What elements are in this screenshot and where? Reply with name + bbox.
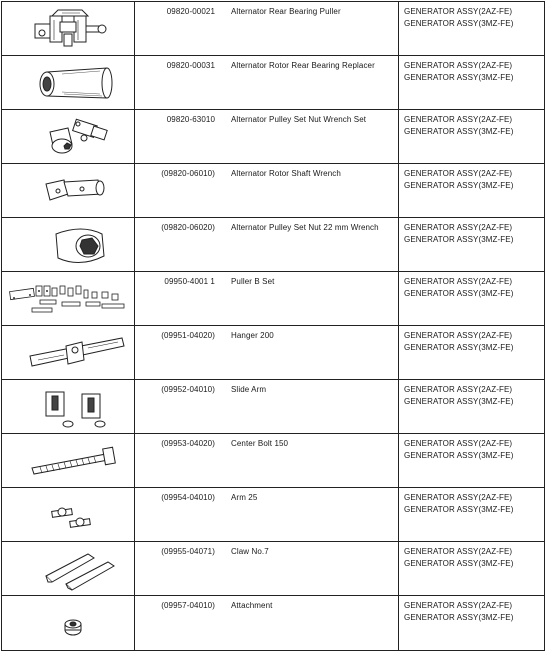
tool-name: Attachment <box>231 601 273 610</box>
part-number: (09820-06020) <box>161 223 215 232</box>
tool-name: Arm 25 <box>231 493 258 502</box>
table-row <box>2 110 544 164</box>
tool-name: Claw No.7 <box>231 547 269 556</box>
part-number: 09820-63010 <box>166 115 215 124</box>
application-list <box>404 438 513 462</box>
application-list <box>404 60 513 84</box>
part-number: (09952-04010) <box>161 385 215 394</box>
application-item: GENERATOR ASSY(2AZ-FE) <box>404 601 513 610</box>
table-row <box>2 380 544 434</box>
application-list <box>404 492 513 516</box>
application-item: GENERATOR ASSY(2AZ-FE) <box>404 61 513 70</box>
tool-illustration-cell <box>2 596 135 650</box>
application-item: GENERATOR ASSY(2AZ-FE) <box>404 7 513 16</box>
tool-name: Hanger 200 <box>231 331 274 340</box>
application-item: GENERATOR ASSY(2AZ-FE) <box>404 385 513 394</box>
table-row <box>2 434 544 488</box>
tool-illustration-cell <box>2 2 135 55</box>
part-number: 09820-00021 <box>166 7 215 16</box>
tool-name: Alternator Rear Bearing Puller <box>231 7 341 16</box>
tool-illustration-cell <box>2 110 135 163</box>
tool-name: Slide Arm <box>231 385 267 394</box>
application-item: GENERATOR ASSY(3MZ-FE) <box>404 19 514 28</box>
application-item: GENERATOR ASSY(3MZ-FE) <box>404 73 514 82</box>
application-item: GENERATOR ASSY(3MZ-FE) <box>404 505 514 514</box>
application-list <box>404 546 513 570</box>
tool-illustration-cell <box>2 326 135 379</box>
application-item: GENERATOR ASSY(3MZ-FE) <box>404 559 514 568</box>
part-number: (09957-04010) <box>161 601 215 610</box>
tool-illustration-cell <box>2 488 135 541</box>
table-row <box>2 542 544 596</box>
tool-illustration-cell <box>2 380 135 433</box>
tool-name: Puller B Set <box>231 277 275 286</box>
sst-table <box>1 1 545 651</box>
tool-name: Alternator Rotor Shaft Wrench <box>231 169 341 178</box>
table-row <box>2 596 544 650</box>
table-row <box>2 218 544 272</box>
tool-illustration-cell <box>2 434 135 487</box>
application-item: GENERATOR ASSY(3MZ-FE) <box>404 235 514 244</box>
application-item: GENERATOR ASSY(3MZ-FE) <box>404 343 514 352</box>
part-number: (09820-06010) <box>161 169 215 178</box>
application-list <box>404 384 513 408</box>
application-list <box>404 276 513 300</box>
part-number: 09950-4001 1 <box>164 277 215 286</box>
table-row <box>2 272 544 326</box>
application-item: GENERATOR ASSY(2AZ-FE) <box>404 493 513 502</box>
tool-illustration-cell <box>2 542 135 595</box>
application-list <box>404 6 513 30</box>
table-row <box>2 56 544 110</box>
table-row <box>2 2 544 56</box>
application-item: GENERATOR ASSY(3MZ-FE) <box>404 451 514 460</box>
application-item: GENERATOR ASSY(2AZ-FE) <box>404 115 513 124</box>
application-item: GENERATOR ASSY(3MZ-FE) <box>404 127 514 136</box>
table-row <box>2 488 544 542</box>
table-row <box>2 164 544 218</box>
part-number: (09953-04020) <box>161 439 215 448</box>
part-number: (09954-04010) <box>161 493 215 502</box>
tool-name: Alternator Pulley Set Nut 22 mm Wrench <box>231 223 379 232</box>
application-list <box>404 600 513 624</box>
application-list <box>404 222 513 246</box>
application-item: GENERATOR ASSY(3MZ-FE) <box>404 613 514 622</box>
application-item: GENERATOR ASSY(3MZ-FE) <box>404 397 514 406</box>
part-number: (09955-04071) <box>161 547 215 556</box>
tool-name: Alternator Pulley Set Nut Wrench Set <box>231 115 367 124</box>
tool-illustration-cell <box>2 218 135 271</box>
application-item: GENERATOR ASSY(3MZ-FE) <box>404 181 514 190</box>
application-item: GENERATOR ASSY(2AZ-FE) <box>404 439 513 448</box>
tool-name: Center Bolt 150 <box>231 439 289 448</box>
application-item: GENERATOR ASSY(2AZ-FE) <box>404 331 513 340</box>
application-list <box>404 114 513 138</box>
application-item: GENERATOR ASSY(2AZ-FE) <box>404 169 513 178</box>
application-item: GENERATOR ASSY(2AZ-FE) <box>404 547 513 556</box>
tool-illustration-cell <box>2 272 135 325</box>
tool-illustration-cell <box>2 56 135 109</box>
application-list <box>404 330 513 354</box>
tool-name: Alternator Rotor Rear Bearing Replacer <box>231 61 375 70</box>
application-item: GENERATOR ASSY(3MZ-FE) <box>404 289 514 298</box>
tool-illustration-cell <box>2 164 135 217</box>
application-list <box>404 168 513 192</box>
application-item: GENERATOR ASSY(2AZ-FE) <box>404 223 513 232</box>
table-row <box>2 326 544 380</box>
application-item: GENERATOR ASSY(2AZ-FE) <box>404 277 513 286</box>
part-number: (09951-04020) <box>161 331 215 340</box>
part-number: 09820-00031 <box>166 61 215 70</box>
